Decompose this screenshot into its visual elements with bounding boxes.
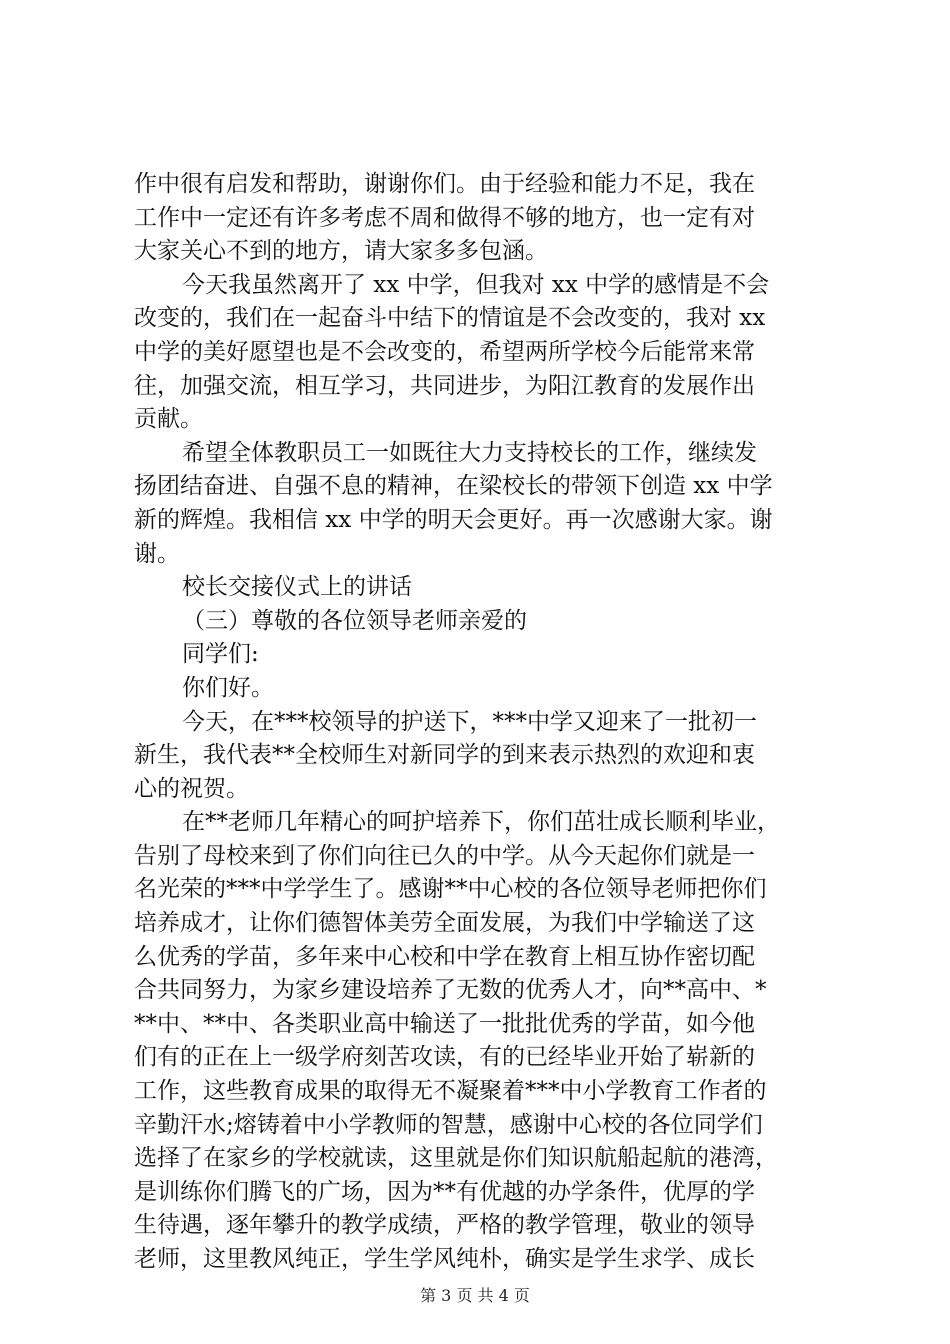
text-line: **中、**中、各类职业高中输送了一批批优秀的学苗，如今他 (134, 1010, 755, 1037)
document-body (134, 168, 834, 1277)
text-line: 往，加强交流，相互学习，共同进步，为阳江教育的发展作出 (134, 372, 755, 399)
paragraph-start-line: 同学们: (182, 641, 259, 668)
page-number-footer: 第 3 页 共 4 页 (420, 1286, 530, 1305)
text-line: 选择了在家乡的学校就读，这里就是你们知识航船起航的港湾， (134, 1145, 778, 1172)
text-line: 生待遇，逐年攀升的教学成绩，严格的教学管理，敬业的领导 (134, 1212, 755, 1239)
paragraph-start-line: 在**老师几年精心的呵护培养下，你们茁壮成长顺利毕业， (182, 809, 780, 836)
text-line: 中学的美好愿望也是不会改变的，希望两所学校今后能常来常 (134, 338, 755, 365)
text-line: 工作中一定还有许多考虑不周和做得不够的地方，也一定有对 (134, 204, 755, 231)
section-title: 校长交接仪式上的讲话 (182, 574, 412, 601)
text-line: 培养成才，让你们德智体美劳全面发展，为我们中学输送了这 (134, 910, 755, 937)
text-line: 老师，这里教风纯正，学生学风纯朴，确实是学生求学、成长 (134, 1246, 755, 1272)
paragraph-start-line: 希望全体教职员工一如既往大力支持校长的工作，继续发 (182, 439, 757, 466)
text-line: 辛勤汗水;熔铸着中小学教师的智慧，感谢中心校的各位同学们 (134, 1111, 763, 1138)
paragraph-start-line: （三）尊敬的各位领导老师亲爱的 (182, 607, 527, 634)
text-line: 工作，这些教育成果的取得无不凝聚着***中小学教育工作者的 (134, 1078, 767, 1105)
text-line: 是训练你们腾飞的广场，因为**有优越的办学条件，优厚的学 (134, 1178, 755, 1205)
text-line: 们有的正在上一级学府刻苦攻读，有的已经毕业开始了崭新的 (134, 1044, 755, 1071)
text-line: 名光荣的***中学学生了。感谢**中心校的各位领导老师把你们 (134, 876, 767, 903)
paragraph-start-line: 今天，在***校领导的护送下，***中学又迎来了一批初一 (182, 708, 757, 735)
text-line: 告别了母校来到了你们向往已久的中学。从今天起你们就是一 (134, 842, 755, 869)
text-line: 么优秀的学苗，多年来中心校和中学在教育上相互协作密切配 (134, 943, 755, 970)
text-line: 贡献。 (134, 406, 203, 433)
text-line: 大家关心不到的地方，请大家多多包涵。 (134, 238, 548, 265)
text-line: 新的辉煌。我相信 xx 中学的明天会更好。再一次感谢大家。谢 (134, 506, 773, 533)
text-line: 扬团结奋进、自强不息的精神，在梁校长的带领下创造 xx 中学 (134, 473, 773, 500)
text-line: 作中很有启发和帮助，谢谢你们。由于经验和能力不足，我在 (134, 171, 755, 197)
text-line: 心的祝贺。 (134, 775, 249, 802)
text-line: 谢。 (134, 540, 180, 567)
text-line: 新生，我代表**全校师生对新同学的到来表示热烈的欢迎和衷 (134, 742, 755, 769)
text-line: 改变的，我们在一起奋斗中结下的情谊是不会改变的，我对 xx (134, 305, 766, 332)
paragraph-start-line: 今天我虽然离开了 xx 中学，但我对 xx 中学的感情是不会 (182, 271, 770, 298)
paragraph-start-line: 你们好。 (182, 674, 274, 701)
text-line: 合共同努力，为家乡建设培养了无数的优秀人才，向**高中、* (134, 977, 767, 1004)
